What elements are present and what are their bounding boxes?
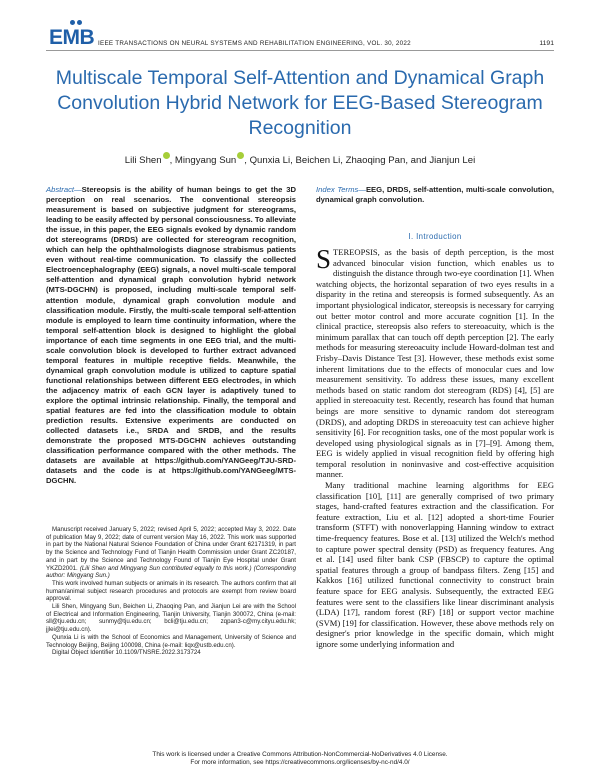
license-notice: [46, 751, 554, 767]
author-name: , Mingyang Sun: [169, 155, 237, 166]
logo-dot: [77, 20, 82, 25]
index-terms-label: Index Terms: [316, 185, 359, 194]
footnotes: [46, 526, 296, 657]
paper-title: Multiscale Temporal Self-Attention and Dynamical Graph Convolution Hybrid Network for EEG-Based Stereogram Recognition: [55, 67, 545, 139]
logo-dot: [70, 20, 75, 25]
author-list: [46, 152, 554, 166]
intro-paragraph-2: Many traditional machine learning algorithms for EEG classification [10], [11] are generally comprised of two primary stages, hand-crafted features extraction and the classification. For feature extraction, Liu et al. [12] adopted a short-time Fourier transform (STFT) with nonoverlapping Hanning window to extract time-frequency features. Bose et al. [13] utilized the Welch's method to capture power spectral density (PSD) as frequency features. Ang et al. [14] used filter bank CSP (FBSCP) to capture the optimal spatial features through a group of bandpass filters. Zeng [15] and Kakkos [16] utilized functional connectivity to construct brain feature space for EEG analysis. Subsequently, the extracted EEG features were sent to the classifiers like linear discriminant analysis (LDA) [17], random forest (RF) [18] or support vector machine (SVM) [19] for classification. However, these above methods rely on designer's prior knowledge in the specific domain, which might ignore some underlying information and: [316, 480, 554, 649]
index-terms-text: EEG, DRDS, self-attention, multi-scale convolution, dynamical graph convolution.: [316, 185, 554, 205]
intro-paragraph-1: STEREOPSIS, as the basis of depth perception, is the most advanced binocular vision function, which enables us to distinguish the distance through two-eye coordination [1]. When watching objects, the horizontal separation of two eyes results in a disparity in the retina and stereopsis is formed subsequently. As an important physiological indicator, stereopsis is necessary for carrying out better motor control and more accurate cognition [1]. In the clinical practice, stereopsis also refers to stereoacuity, which is the minimum parallax that can touch off depth perception [2]. The early methods for measuring stereoacuity include Howard-dolman test and Frisby–Davis Distance Test [3]. However, these methods exist some inherent limitations due to the effects of monocular cues and low measurement sensitivity. To address these issues, many excellent methods based on static random dot stereogram (RDS) [4], [5] are applied in stereoacuity test. Recently, research has found that human beings are more sensitive to dynamic random dot stereogram (DRDS), and adopting DRDS in stereoacuity test can achieve higher sensitivity [6]. For recognition tasks, one of the most popular work is developed using physiological signals as in [7]–[9]. Among them, EEG is widely applied in visual recognition field by offering high temporal resolution in noninvasive and cost-effective acquisition manner.: [316, 244, 554, 480]
section-heading: I. Introduction: [408, 232, 462, 241]
page-number: 1191: [539, 40, 554, 47]
abstract-text: Stereopsis is the ability of human beings to get the 3D perception on real scenarios. The conventional stereopsis measurement is based on subjective judgment for stereograms, leading to be easily affected by personal consciousness. To alleviate the issue, in this paper, the EEG signals evoked by dynamic random dot stereograms (DRDS) are collected for stereogram recognition, which can help the ophthalmologists diagnose strabismus patients even without real-time communication. To classify the collected Electroencephalography (EEG) signals, a novel multi-scale temporal self-attention and dynamical graph convolution hybrid network (MTS-DGCHN) is proposed, including multi-scale temporal self-attention module, dynamical graph convolution module and classification module. Firstly, the multi-scale temporal self-attention module is employed to learn time continuity information, where the temporal self-attention block is designed to highlight the global importance of each time segments in one EEG trial, and the multi-scale convolution block is developed to further extract advanced temporal features in multiple receptive fields. Meanwhile, the dynamical graph convolution module is utilized to capture spatial functional relationships between different EEG electrodes, in which the adjacency matrix of each GCN layer is adaptively tuned to explore the optimal intrinsic relationship. Finally, the temporal and spatial features are fed into the classification module to obtain prediction results. Extensive experiments are conducted on collected datasets i.e., SRDA and SRDB, and the results demonstrate the proposed MTS-DGCHN achieves outstanding classification performance compared with the other methods. The datasets are available at https://github.com/YANGeeg/TJU-SRD-datasets and the code is at https://github.com/YANGeeg/MTS-DGCHN.: [46, 185, 296, 486]
journal-header: IEEE TRANSACTIONS ON NEURAL SYSTEMS AND REHABILITATION ENGINEERING, VOL. 30, 2022: [98, 40, 411, 47]
footnote-affiliation-2: Qunxia Li is with the School of Economics and Management, University of Science and Technology Beijing, Beijing 100098, China (e-mail: liqx@ustb.edu.cn).: [46, 633, 296, 649]
abstract-label: Abstract: [46, 185, 75, 194]
license-link[interactable]: For more information, see https://creativecommons.org/licenses/by-nc-nd/4.0/: [190, 759, 410, 766]
index-terms: Index Terms—EEG, DRDS, self-attention, multi-scale convolution, dynamical graph convolution.: [316, 185, 554, 205]
footnote-manuscript: Manuscript received January 5, 2022; revised April 5, 2022; accepted May 3, 2022. Date of publication May 9, 2022; date of current version May 16, 2022. This work was supported in part by the National Natural Science Foundation of China under Grant 62171319, in part by the Science and Technology Fund of Tianjin Health Commission under Grant ZC20187, and in part by the Science and Technology Found of Tianjin Eye Hospital under Grant YKZD2001. (Lili Shen and Mingyang Sun contributed equally to this work.) (Corresponding author: Mingyang Sun.): [46, 526, 296, 580]
abstract: Abstract—Stereopsis is the ability of human beings to get the 3D perception on real scenarios. The conventional stereopsis measurement is based on subjective judgment for stereograms, leading to be easily affected by personal consciousness. To alleviate the issue, in this paper, the EEG signals evoked by dynamic random dot stereograms (DRDS) are collected for stereogram recognition, which can help the ophthalmologists diagnose strabismus patients even without real-time communication. To classify the collected Electroencephalography (EEG) signals, a novel multi-scale temporal self-attention and dynamical graph convolution hybrid network (MTS-DGCHN) is proposed, including multi-scale temporal self-attention module, dynamical graph convolution module and classification module. Firstly, the multi-scale temporal self-attention module is employed to learn time continuity information, where the temporal self-attention block is designed to highlight the global importance of each time segments in one EEG trial, and the multi-scale convolution block is developed to further extract advanced temporal features in multiple receptive fields. Meanwhile, the dynamical graph convolution module is utilized to capture spatial functional relationships between different EEG electrodes, in which the adjacency matrix of each GCN layer is adaptively tuned to explore the optimal intrinsic relationship. Finally, the temporal and spatial features are fed into the classification module to obtain prediction results. Extensive experiments are conducted on collected datasets i.e., SRDA and SRDB, and the results demonstrate the proposed MTS-DGCHN achieves outstanding classification performance compared with the other methods. The datasets are available at https://github.com/YANGeeg/TJU-SRD-datasets and the code is at https://github.com/YANGeeg/MTS-DGCHN.: [46, 185, 296, 486]
author-name: Lili Shen: [124, 155, 162, 166]
license-line: This work is licensed under a Creative Commons Attribution-NonCommercial-NoDerivatives 4.0 License.: [152, 751, 448, 758]
footnote-affiliation: Lili Shen, Mingyang Sun, Beichen Li, Zhaoqing Pan, and Jianjun Lei are with the School of Electrical and Information Engineering, Tianjin University, Tianjin 300072, China (e-mail: sll@tju.edu.cn; sunmy@tju.edu.cn; bcli@tju.edu.cn; zqpan3-c@my.cityu.edu.hk; jjlei@tju.edu.cn).: [46, 603, 296, 634]
footnote-doi: Digital Object Identifier 10.1109/TNSRE.2022.3173724: [52, 649, 201, 657]
author-names: , Qunxia Li, Beichen Li, Zhaoqing Pan, and Jianjun Lei: [244, 155, 476, 166]
orcid-icon[interactable]: [163, 152, 170, 159]
logo-text: EMB: [49, 26, 95, 49]
drop-cap: S: [316, 244, 332, 274]
header-rule: [46, 50, 554, 51]
introduction-body: [316, 244, 554, 650]
footnote-ethics: This work involved human subjects or animals in its research. The authors confirm that all human/animal subject research procedures and protocols are exempt from review board approval.: [46, 579, 296, 603]
